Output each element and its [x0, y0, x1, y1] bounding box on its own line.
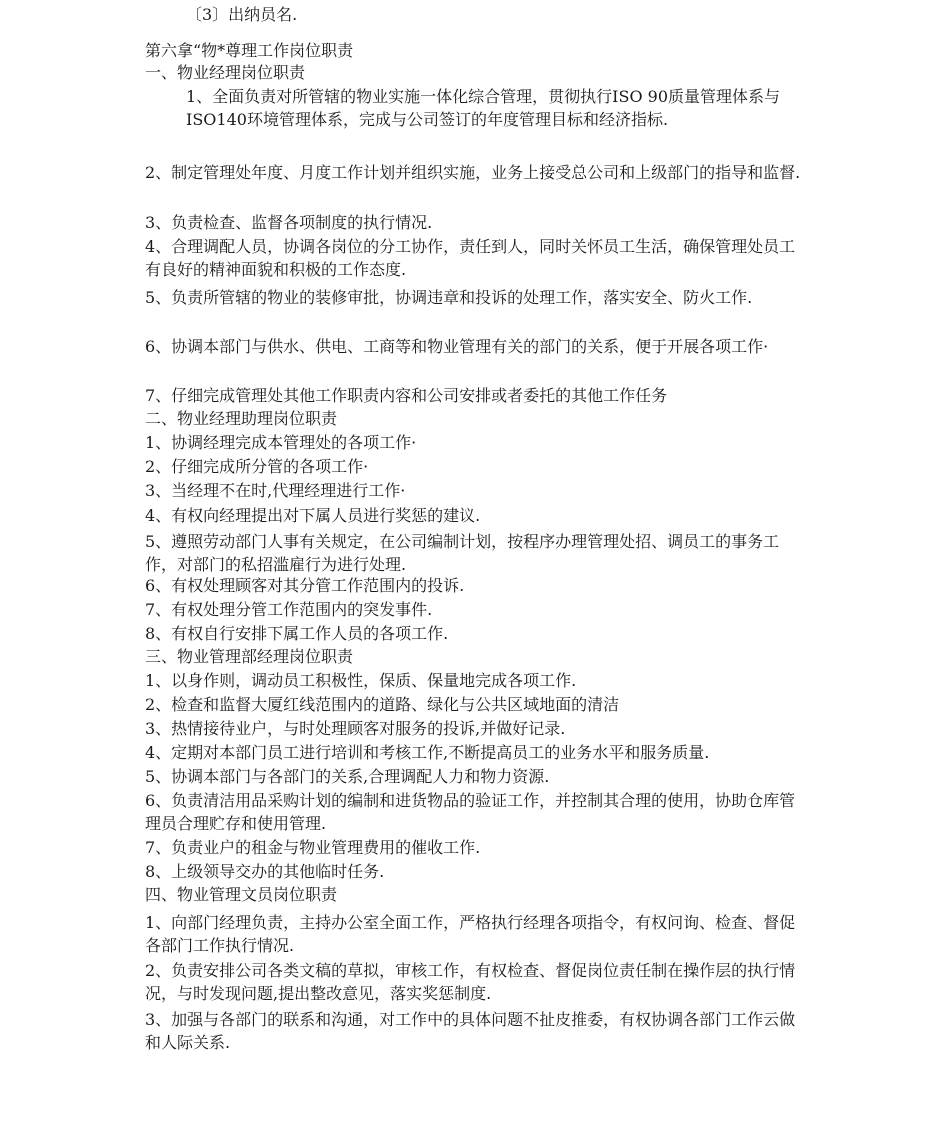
dept-manager-duty-1: 1、以身作则，调动员工积极性，保质、保量地完成各项工作.	[145, 671, 577, 690]
assistant-duty-4: 4、有权向经理提出对下属人员进行奖惩的建议.	[145, 506, 481, 525]
manager-duty-6: 6、协调本部门与供水、供电、工商等和物业管理有关的部门的关系，便于开展各项工作·	[145, 337, 769, 356]
assistant-duty-1: 1、协调经理完成本管理处的各项工作·	[145, 433, 417, 452]
manager-duty-7: 7、仔细完成管理处其他工作职责内容和公司安排或者委托的其他工作任务	[145, 386, 668, 405]
dept-manager-duty-3: 3、热情接待业户，与时处理顾客对服务的投诉,并做好记录.	[145, 719, 566, 738]
dept-manager-duty-2: 2、检查和监督大厦红线范围内的道路、绿化与公共区域地面的清洁	[145, 695, 620, 714]
manager-duty-2: 2、制定管理处年度、月度工作计划并组织实施，业务上接受总公司和上级部门的指导和监督.	[145, 163, 801, 182]
assistant-duty-5: 5、遵照劳动部门人事有关规定，在公司编制计划，按程序办理管理处招、调员工的事务工作，对部门的私招滥雇行为进行处理.	[145, 532, 780, 574]
dept-manager-duty-8: 8、上级领导交办的其他临时任务.	[145, 862, 385, 881]
chapter-title: 第六拿“物*尊理工作岗位职责	[145, 41, 354, 60]
dept-manager-duty-7: 7、负责业户的租金与物业管理费用的催收工作.	[145, 838, 481, 857]
manager-duty-3: 3、负责检查、监督各项制度的执行情况.	[145, 213, 433, 232]
assistant-duty-2: 2、仔细完成所分管的各项工作·	[145, 457, 369, 476]
line-cashier-item-3: 〔3〕出纳员名.	[186, 5, 298, 24]
section-heading-assistant: 二、物业经理助理岗位职责	[145, 409, 338, 428]
section-heading-clerk: 四、物业管理文员岗位职责	[145, 885, 338, 904]
section-heading-manager: 一、物业经理岗位职责	[145, 63, 306, 82]
assistant-duty-8: 8、有权自行安排下属工作人员的各项工作.	[145, 624, 449, 643]
clerk-duty-1: 1、向部门经理负责，主持办公室全面工作，严格执行经理各项指令，有权问询、检查、督促各部门工作执行情况.	[145, 913, 796, 955]
assistant-duty-6: 6、有权处理顾客对其分管工作范围内的投诉.	[145, 576, 465, 595]
assistant-duty-3: 3、当经理不在时,代理经理进行工作·	[145, 481, 406, 500]
section-heading-dept-manager: 三、物业管理部经理岗位职责	[145, 647, 354, 666]
manager-duty-5: 5、负责所管辖的物业的装修审批，协调违章和投诉的处理工作，落实安全、防火工作.	[145, 288, 753, 307]
manager-duty-1: 1、全面负责对所管辖的物业实施一体化综合管理，贯彻执行ISO 90质量管理体系与ISO140环境管理体系，完成与公司签订的年度管理目标和经济指标.	[186, 87, 781, 129]
dept-manager-duty-6: 6、负责清洁用品采购计划的编制和进货物品的验证工作，并控制其合理的使用，协助仓库管理员合理贮存和使用管理.	[145, 791, 796, 833]
clerk-duty-2: 2、负责安排公司各类文稿的草拟，审核工作，有权检查、督促岗位责任制在操作层的执行情况，与时发现问题,提出整改意见，落实奖惩制度.	[145, 961, 796, 1003]
dept-manager-duty-4: 4、定期对本部门员工进行培训和考核工作,不断提高员工的业务水平和服务质量.	[145, 743, 710, 762]
dept-manager-duty-5: 5、协调本部门与各部门的关系,合理调配人力和物力资源.	[145, 767, 550, 786]
clerk-duty-3: 3、加强与各部门的联系和沟通，对工作中的具体问题不扯皮推委，有权协调各部门工作云做和人际关系.	[145, 1010, 796, 1052]
assistant-duty-7: 7、有权处理分管工作范围内的突发事件.	[145, 600, 433, 619]
manager-duty-4: 4、合理调配人员，协调各岗位的分工协作，责任到人，同时关怀员工生活，确保管理处员工有良好的精神面貌和积极的工作态度.	[145, 237, 796, 279]
